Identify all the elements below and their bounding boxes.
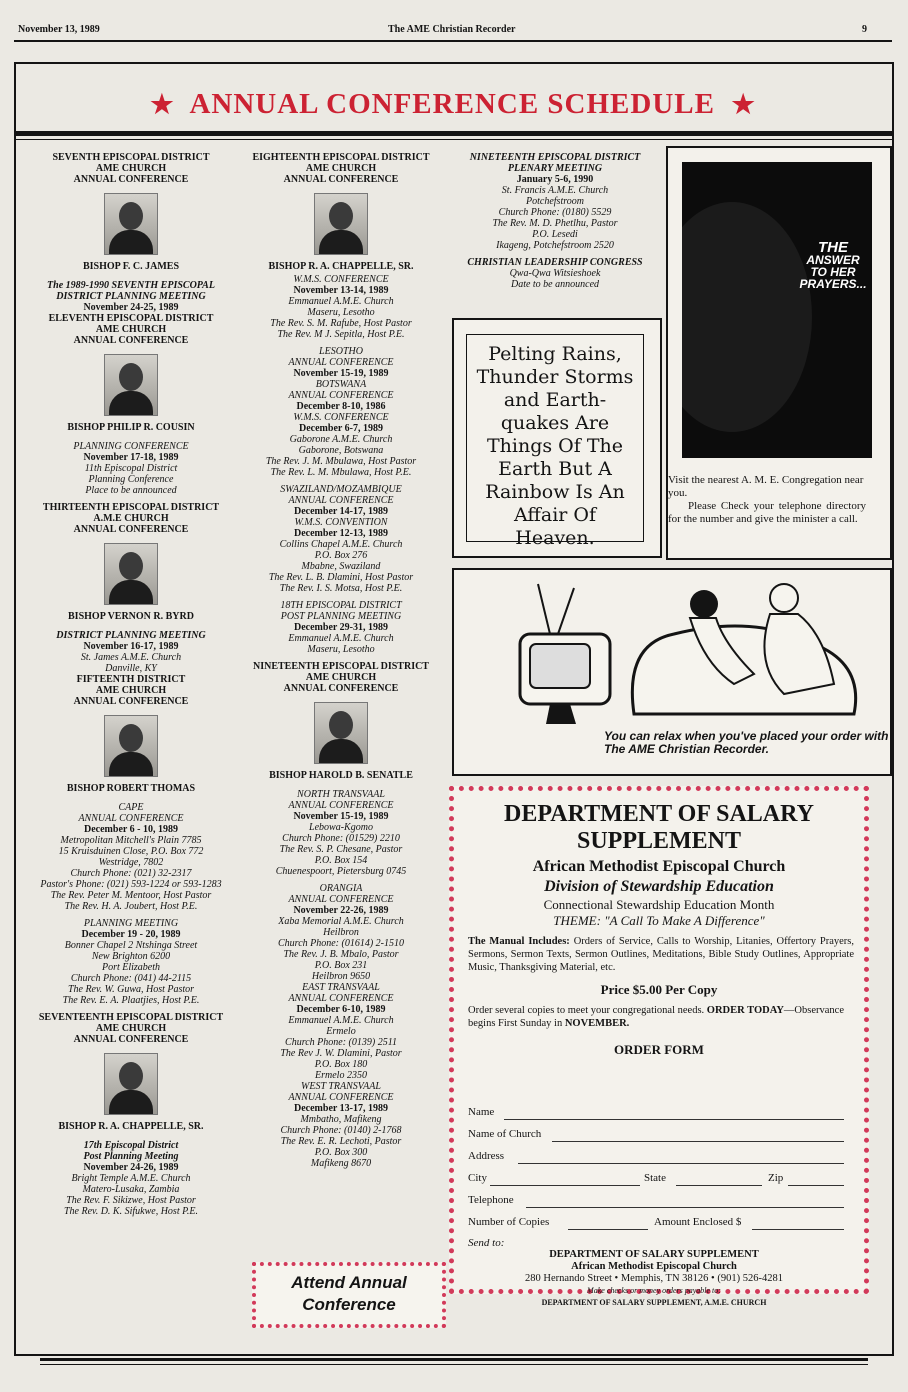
bishop-photo (104, 715, 158, 777)
address-field[interactable] (518, 1151, 844, 1164)
bishop-photo (314, 193, 368, 255)
rainbow-poem-box (452, 318, 662, 558)
bishop-name: BISHOP R. A. CHAPPELLE, SR. (58, 1121, 204, 1132)
telephone-field[interactable] (526, 1195, 844, 1208)
bishop-name: BISHOP ROBERT THOMAS (66, 783, 196, 794)
page-title: ANNUAL CONFERENCE SCHEDULE (189, 88, 715, 120)
page-number: 9 (862, 24, 867, 35)
prayer-ad-title: THE ANSWER TO HER PRAYERS... (799, 239, 867, 291)
tv-ad (452, 568, 892, 776)
mailing-address: DEPARTMENT OF SALARY SUPPLEMENT African Methodist Episcopal Church 280 Hernando Street • Memphis, TN 38126 • (901) 526-4281 Make checks or money orders payable to: DEPARTMENT OF SALARY SUPPLEMENT, A.M.E. CHURCH (525, 1249, 783, 1307)
issue-date: November 13, 1989 (18, 24, 100, 35)
district-heading: ELEVENTH EPISCOPAL DISTRICT AME CHURCH ANNUAL CONFERENCE (48, 313, 214, 346)
district-heading: FIFTEENTH DISTRICT AME CHURCH ANNUAL CONFERENCE (73, 674, 189, 707)
bishop-name: BISHOP R. A. CHAPPELLE, SR. (268, 261, 414, 272)
title-band (14, 80, 892, 128)
district-heading: EIGHTEENTH EPISCOPAL DISTRICT AME CHURCH ANNUAL CONFERENCE (252, 152, 430, 185)
bishop-name: BISHOP PHILIP R. COUSIN (67, 422, 195, 433)
order-form-heading: ORDER FORM (614, 1042, 704, 1057)
bishop-photo (104, 193, 158, 255)
column-3: NINETEENTH EPISCOPAL DISTRICT PLENARY MEETING January 5-6, 1990 St. Francis A.M.E. Church Potchefstroom Church Phone: (0180) 5529 The Rev. M. D. Phetlhu, Pastor P.O. Lesedi Ikageng, Potchefstroom 2520 CHRISTIAN LEADERSHIP CONGRESS Qwa-Qwa Witsieshoek Date to be announced (467, 152, 643, 290)
title-rule-thin (14, 139, 892, 140)
form-title: DEPARTMENT OF SALARY SUPPLEMENT (504, 801, 814, 854)
bishop-name: BISHOP HAROLD B. SENATLE (269, 770, 413, 781)
bishop-name: BISHOP F. C. JAMES (82, 261, 180, 272)
tv-ad-caption: You can relax when you've placed your order with The AME Christian Recorder. (604, 729, 889, 756)
bottom-rule-thin (40, 1364, 868, 1365)
bishop-photo (104, 543, 158, 605)
district-heading: THIRTEENTH EPISCOPAL DISTRICT A.M.E CHURCH ANNUAL CONFERENCE (42, 502, 220, 535)
prayer-ad-text: Visit the nearest A. M. E. Congregation near you. Please Check your telephone directory for the number and give the minister a call. (668, 474, 866, 525)
bottom-rule (40, 1358, 868, 1361)
column-1: SEVENTH EPISCOPAL DISTRICT AME CHURCH ANNUAL CONFERENCE BISHOP F. C. JAMES The 1989-1990 SEVENTH EPISCOPAL DISTRICT PLANNING MEETING November 24-25, 1989 ELEVENTH EPISCOPAL DISTRICT AME CHURCH ANNUAL CONFERENCE BISHOP PHILIP R. COUSIN PLANNING CONFERENCE November 17-18, 1989 11th Episcopal District Planning Conference Place to be announced THIRTEENTH EPISCOPAL DISTRICT A.M.E CHURCH ANNUAL CONFERENCE BISHOP VERNON R. BYRD DISTRICT PLANNING MEETING November 16-17, 1989 St. James A.M.E. Church Danville, KY FIFTEENTH DISTRICT AME CHURCH ANNUAL CONFERENCE BISHOP ROBERT THOMAS CAPE ANNUAL CONFERENCE December 6 - 10, 1989 Metropolitan Mitchell's Plain 7785 15 Kruisduinen Close, P.O. Box 772 Westridge, 7802 Church Phone: (021) 32-2317 Pastor's Phone: (021) 593-1224 or 593-1283 The Rev. Peter M. Mentoor, Host Pastor The Rev. H. A. Joubert, Host P.E. PLANNING MEETING December 19 - 20, 1989 Bonner Chapel 2 Ntshinga Street New Brighton 6200 Port Elizabeth Church Phone: (041) 44-2115 The Rev. W. Guwa, Host Pastor The Rev. E. A. Plaatjies, Host P.E. SEVENTEENTH EPISCOPAL DISTRICT AME CHURCH ANNUAL CONFERENCE BISHOP R. A. CHAPPELLE, SR. 17th Episcopal District Post Planning Meeting November 24-26, 1989 Bright Temple A.M.E. Church Matero-Lusaka, Zambia The Rev. F. Sikizwe, Host Pastor The Rev. D. K. Sifukwe, Host P.E. (26, 152, 236, 1217)
attend-conference-box: Attend Annual Conference (252, 1262, 446, 1328)
prayer-ad (666, 146, 892, 560)
city-field[interactable] (490, 1173, 640, 1186)
couple-watching-tv-illustration (454, 574, 890, 734)
rainbow-poem: Pelting Rains, Thunder Storms and Earth- quakes Are Things Of The Earth But A Rainbow Is An Affair Of Heaven. (476, 343, 634, 549)
district-heading: NINETEENTH EPISCOPAL DISTRICT AME CHURCH ANNUAL CONFERENCE (253, 661, 429, 694)
state-field[interactable] (676, 1173, 762, 1186)
district-heading: SEVENTH EPISCOPAL DISTRICT AME CHURCH ANNUAL CONFERENCE (52, 152, 210, 185)
header-rule (14, 40, 892, 42)
name-field[interactable] (504, 1107, 844, 1120)
manual-contents: The Manual Includes: Orders of Service, Calls to Worship, Litanies, Offertory Prayers, Sermons, Sermon Texts, Sermon Outlines, Meditations, Bible Study Outlines, Appropriate Music, Thanksgiving Material, etc. (468, 936, 854, 973)
church-field[interactable] (552, 1129, 844, 1142)
bishop-photo (104, 354, 158, 416)
column-2: EIGHTEENTH EPISCOPAL DISTRICT AME CHURCH ANNUAL CONFERENCE BISHOP R. A. CHAPPELLE, SR. W.M.S. CONFERENCE November 13-14, 1989 Emmanuel A.M.E. Church Maseru, Lesotho The Rev. S. M. Rafube, Host Pastor The Rev. M J. Sepitla, Host P.E. LESOTHO ANNUAL CONFERENCE November 15-19, 1989 BOTSWANA ANNUAL CONFERENCE December 8-10, 1986 W.M.S. CONFERENCE December 6-7, 1989 Gaborone A.M.E. Church Gaborone, Botswana The Rev. J. M. Mbulawa, Host Pastor The Rev. L. M. Mbulawa, Host P.E. SWAZILAND/MOZAMBIQUE ANNUAL CONFERENCE December 14-17, 1989 W.M.S. CONVENTION December 12-13, 1989 Collins Chapel A.M.E. Church P.O. Box 276 Mbabne, Swaziland The Rev. L. B. Dlamini, Host Pastor The Rev. I. S. Motsa, Host P.E. 18TH EPISCOPAL DISTRICT POST PLANNING MEETING December 29-31, 1989 Emmanuel A.M.E. Church Maseru, Lesotho NINETEENTH EPISCOPAL DISTRICT AME CHURCH ANNUAL CONFERENCE BISHOP HAROLD B. SENATLE NORTH TRANSVAAL ANNUAL CONFERENCE November 15-19, 1989 Lebowa-Kgomo Church Phone: (01529) 2210 The Rev. S. P. Chesane, Pastor P.O. Box 154 Chuenespoort, Pietersburg 0745 ORANGIA ANNUAL CONFERENCE November 22-26, 1989 Xaba Memorial A.M.E. Church Heilbron Church Phone: (01614) 2-1510 The Rev. J. B. Mbalo, Pastor P.O. Box 231 Heilbron 9650 EAST TRANSVAAL ANNUAL CONFERENCE December 6-10, 1989 Emmanuel A.M.E. Church Ermelo Church Phone: (0139) 2511 The Rev J. W. Dlamini, Pastor P.O. Box 180 Ermelo 2350 WEST TRANSVAAL ANNUAL CONFERENCE December 13-17, 1989 Mmbatho, Mafikeng Church Phone: (0140) 2-1768 The Rev. E. R. Lechoti, Pastor P.O. Box 300 Mafikeng 8670 (238, 152, 444, 1169)
silhouette-image (682, 162, 872, 458)
newspaper-name: The AME Christian Recorder (388, 24, 516, 35)
bishop-photo (314, 702, 368, 764)
salary-supplement-order-form: DEPARTMENT OF SALARY SUPPLEMENT African Methodist Episcopal Church Division of Stewardship Education Connectional Stewardship Education Month THEME: "A Call To Make A Difference" The Manual Includes: Orders of Service, Calls to Worship, Litanies, Offertory Prayers, Sermons, Sermon Texts, Sermon Outlines, Meditations, Bible Study Outlines, Appropriate Music, Thanksgiving Material, etc. Price $5.00 Per Copy Order several copies to meet your congregational needs. ORDER TODAY—Observance begins First Sunday in NOVEMBER. ORDER FORM Name Name of Church Address City State Zip Telephone Number of Copies Amount Enclosed $ Send to: DEPARTMENT OF SALARY SUPPLEMENT African Methodist Episcopal Church 280 Hernando Street • Memphis, TN 38126 • (901) 526-4281 Make checks or money orders payable to: DEPARTMENT OF SALARY SUPPLEMENT, A.M.E. CHURCH (449, 786, 869, 1294)
amount-field[interactable] (752, 1217, 844, 1230)
district-heading: SEVENTEENTH EPISCOPAL DISTRICT AME CHURCH ANNUAL CONFERENCE (38, 1012, 224, 1045)
copies-field[interactable] (568, 1217, 648, 1230)
star-icon: ★ (150, 90, 175, 119)
bishop-name: BISHOP VERNON R. BYRD (68, 611, 194, 622)
title-rule (14, 131, 892, 136)
star-icon: ★ (731, 90, 756, 119)
price: Price $5.00 Per Copy (600, 982, 718, 997)
zip-field[interactable] (788, 1173, 844, 1186)
bishop-photo (104, 1053, 158, 1115)
